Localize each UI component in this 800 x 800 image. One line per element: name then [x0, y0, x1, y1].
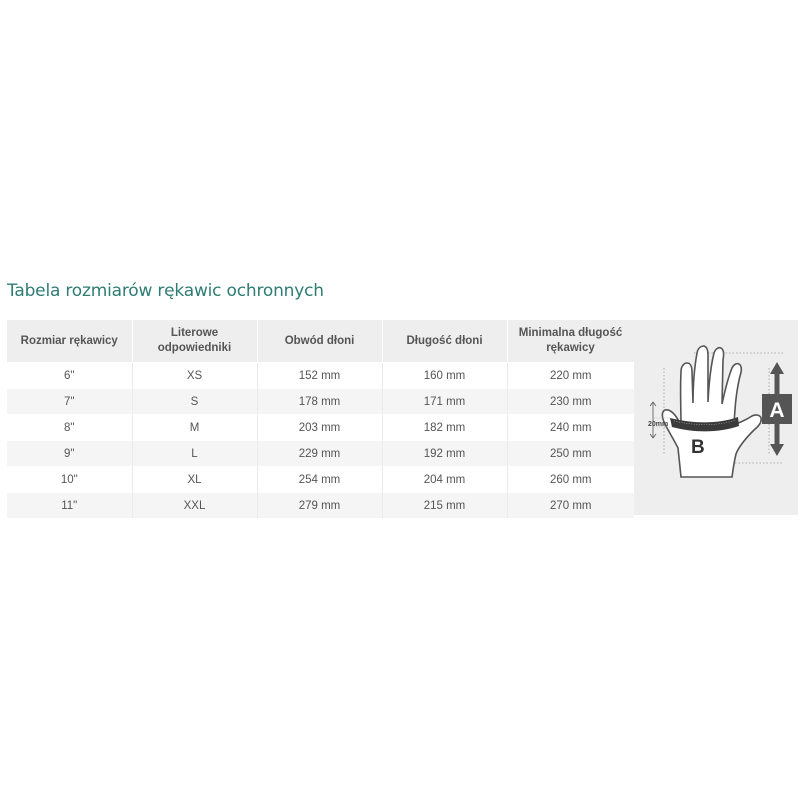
size-chart	[7, 320, 798, 515]
header-label: rękawicy	[546, 342, 595, 354]
label-b: B	[691, 437, 705, 458]
table-row	[7, 441, 634, 467]
cell-size: 7"	[7, 389, 132, 415]
hand-measurement-diagram	[634, 320, 798, 515]
table-header-row	[7, 320, 634, 363]
header-label: Obwód dłoni	[284, 334, 355, 347]
size-table	[7, 320, 635, 518]
a-arrow-down-icon	[770, 444, 784, 456]
table-row	[7, 415, 634, 441]
cell-size: 11"	[7, 493, 132, 519]
cell-min-length: 270 mm	[507, 493, 634, 519]
hand-diagram-svg	[634, 320, 798, 515]
page-title: Tabela rozmiarów rękawic ochronnych	[7, 281, 324, 301]
header-label: Długość dłoni	[406, 334, 483, 347]
header-glove-size	[7, 320, 132, 363]
header-hand-length	[382, 320, 507, 363]
header-label: Rozmiar rękawicy	[20, 334, 118, 347]
label-a: A	[769, 399, 785, 422]
cell-min-length: 230 mm	[507, 389, 634, 415]
cell-length: 215 mm	[382, 493, 507, 519]
cell-length: 160 mm	[382, 363, 507, 389]
header-label: Literowe	[170, 327, 219, 339]
cell-min-length: 250 mm	[507, 441, 634, 467]
cell-size: 6"	[7, 363, 132, 389]
cell-letter: S	[132, 389, 257, 415]
cell-letter: L	[132, 441, 257, 467]
hand-outline-icon	[662, 346, 761, 477]
table-row	[7, 493, 634, 519]
cell-circumference: 279 mm	[257, 493, 382, 519]
cell-length: 182 mm	[382, 415, 507, 441]
cell-circumference: 152 mm	[257, 363, 382, 389]
cell-length: 192 mm	[382, 441, 507, 467]
cell-min-length: 240 mm	[507, 415, 634, 441]
cell-size: 8"	[7, 415, 132, 441]
cell-letter: XL	[132, 467, 257, 493]
cell-circumference: 203 mm	[257, 415, 382, 441]
header-min-glove-length	[507, 320, 634, 363]
table-row	[7, 363, 634, 389]
cell-length: 204 mm	[382, 467, 507, 493]
a-arrow-up-icon	[770, 362, 784, 374]
header-letter-equivalent	[132, 320, 257, 363]
cell-size: 9"	[7, 441, 132, 467]
cell-circumference: 229 mm	[257, 441, 382, 467]
cell-length: 171 mm	[382, 389, 507, 415]
header-label: Minimalna długość	[518, 327, 623, 339]
cell-size: 10"	[7, 467, 132, 493]
header-hand-circumference	[257, 320, 382, 363]
cell-min-length: 220 mm	[507, 363, 634, 389]
table-row	[7, 389, 634, 415]
cell-circumference: 178 mm	[257, 389, 382, 415]
header-label: odpowiedniki	[157, 342, 232, 354]
cell-letter: XXL	[132, 493, 257, 519]
cell-min-length: 260 mm	[507, 467, 634, 493]
cell-circumference: 254 mm	[257, 467, 382, 493]
cell-letter: M	[132, 415, 257, 441]
table-row	[7, 467, 634, 493]
20mm-label: 20mm	[648, 421, 669, 428]
cell-letter: XS	[132, 363, 257, 389]
